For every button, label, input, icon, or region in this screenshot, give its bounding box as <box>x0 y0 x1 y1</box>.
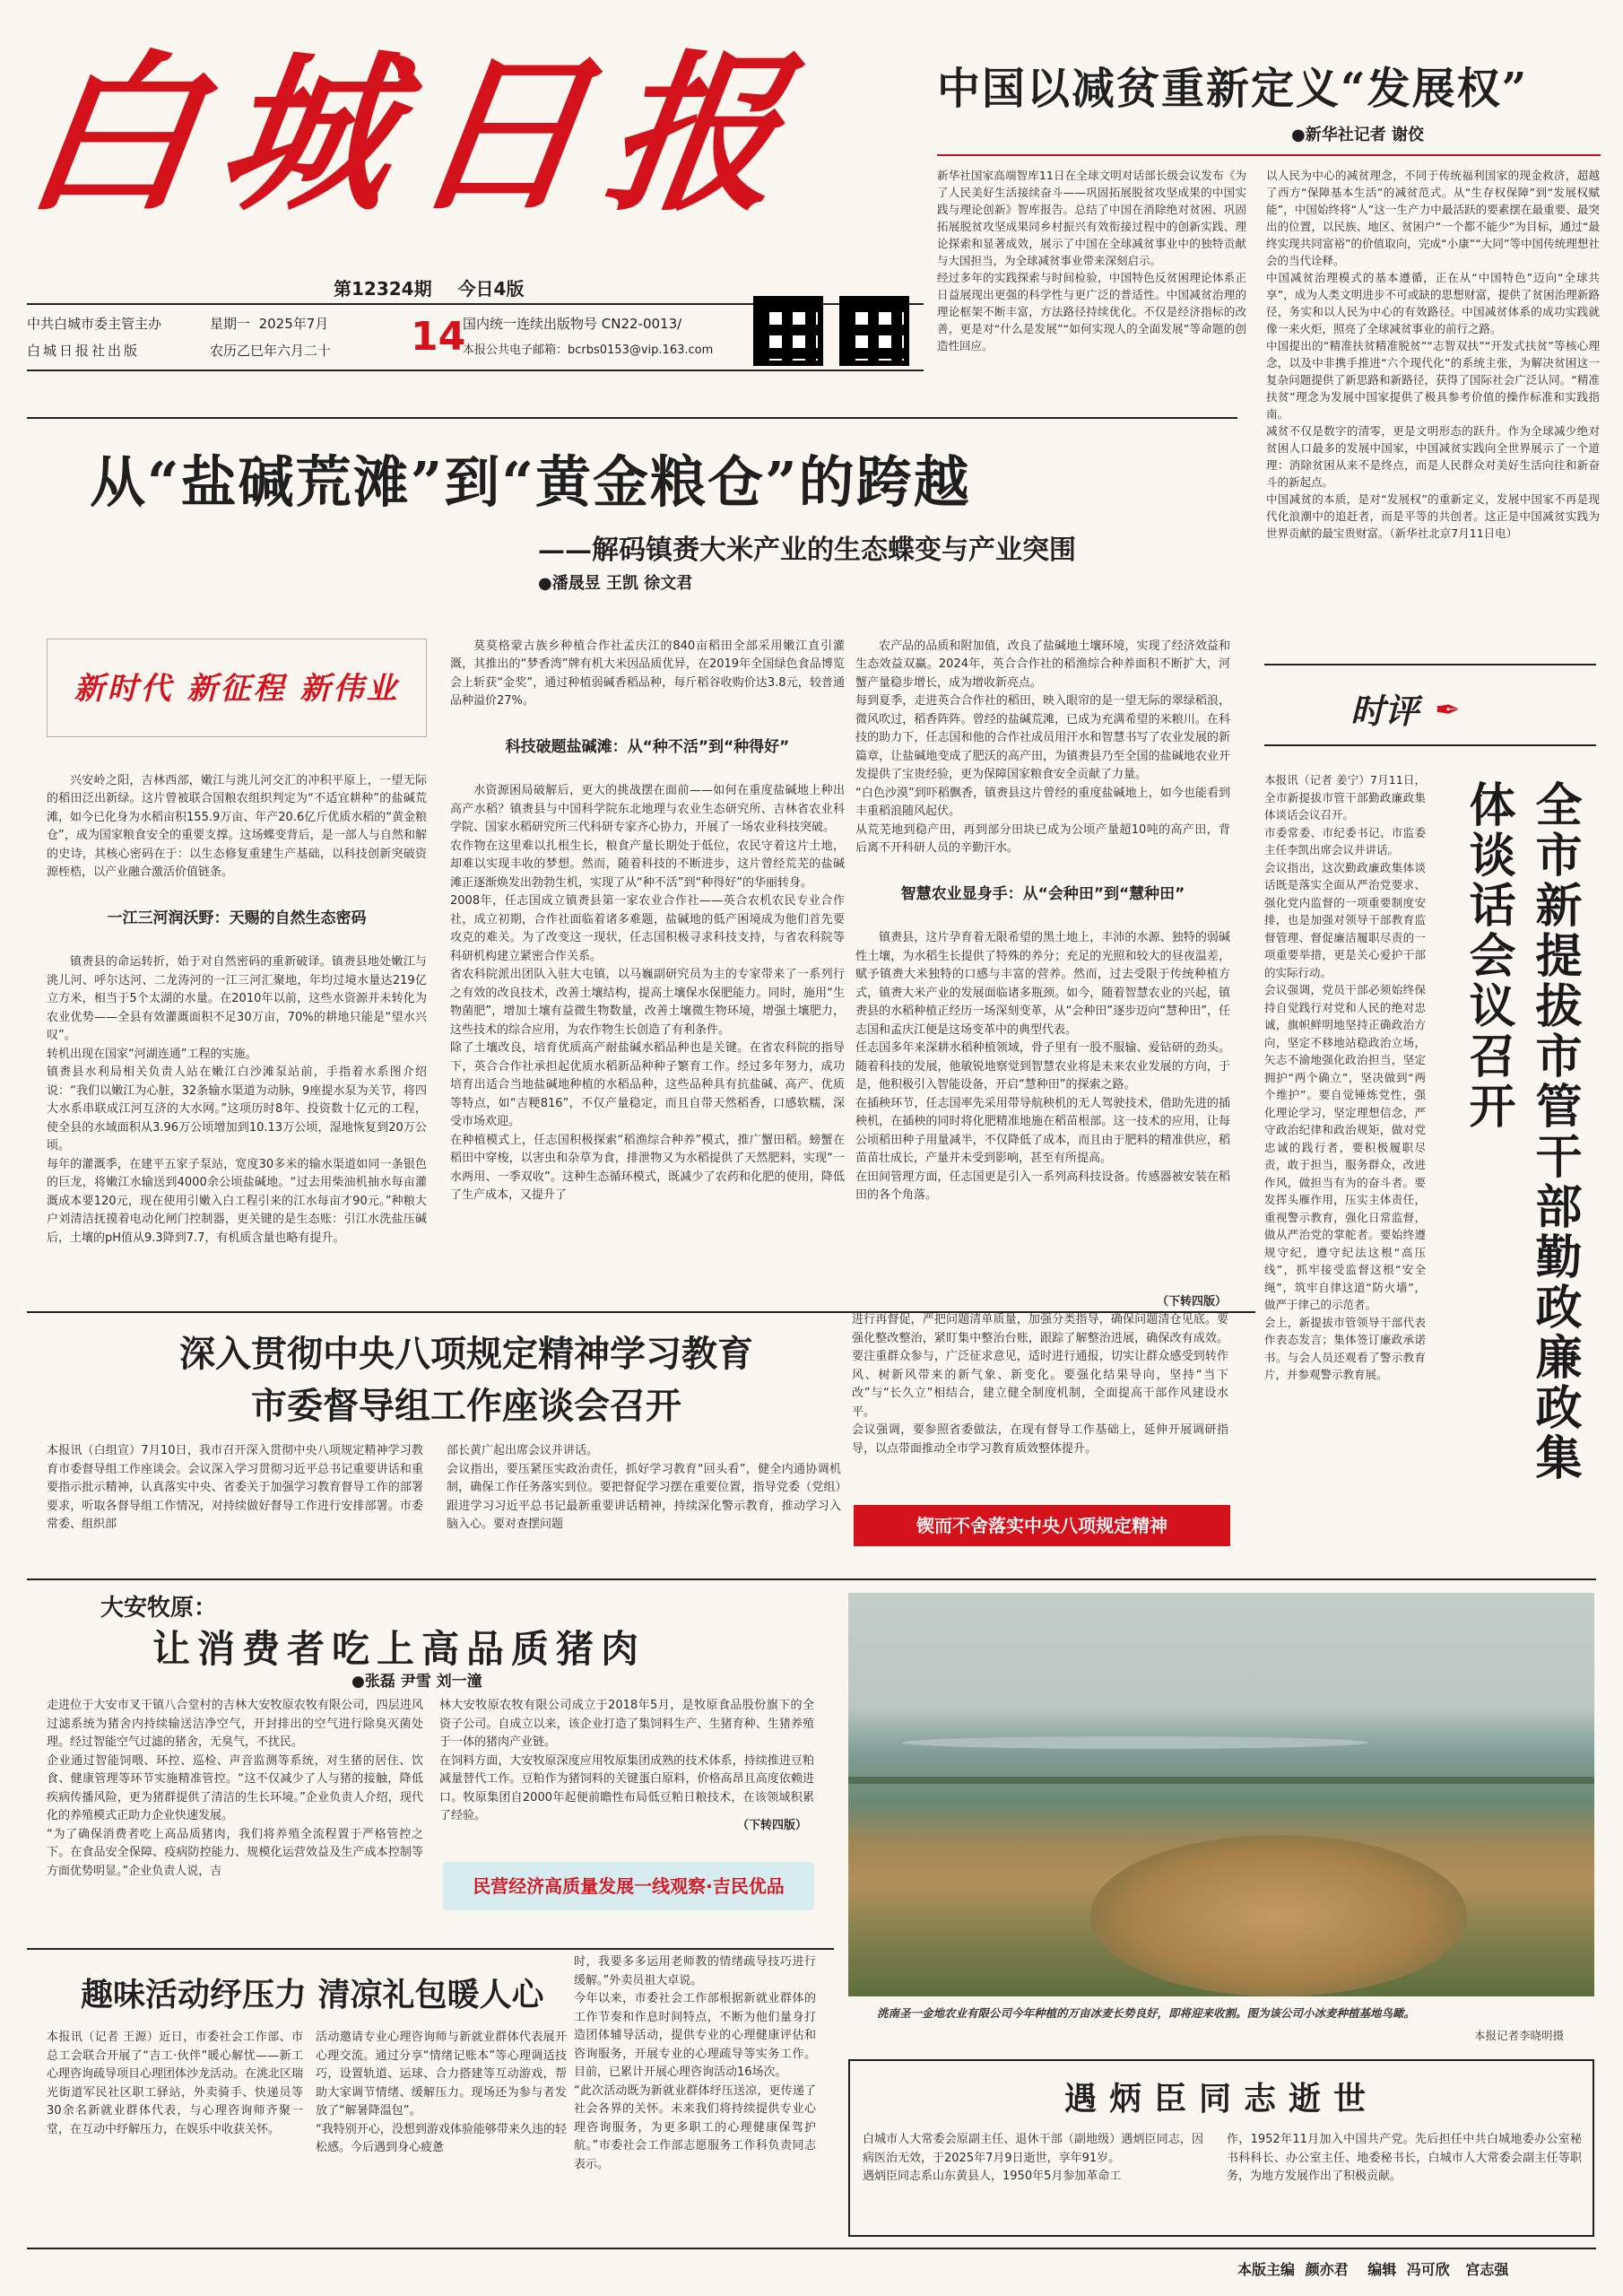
dudao-title-1[interactable]: 深入贯彻中央八项规定精神学习教育 <box>179 1333 753 1375</box>
dudao-tag: 锲而不舍落实中央八项规定精神 <box>854 1505 1230 1546</box>
issue-number <box>334 274 524 300</box>
shiping-label: 时评 <box>1350 691 1419 731</box>
section-rule <box>27 417 1237 419</box>
fun-title[interactable]: 趣味活动纾压力 清凉礼包暖人心 <box>81 1976 544 2013</box>
pages-label: 今日4版 <box>457 278 525 300</box>
pork-continued: （下转四版） <box>737 1819 808 1832</box>
pork-col2: 林大安牧原农牧有限公司成立于2018年5月，是牧原食品股份旗下的全资子公司。自成立以来，该企业打造了集饲料生产、生猪育种、生猪养殖于一体的猪肉产业链。 在饲料方面，大安牧原深度应用牧原集团成熟的技术体系，持续推进豆粕减量替代工作。豆粕作为猪饲料的关键蛋白原料，价格高昂且高度依赖进口。牧原集团自2000年起便前瞻性布局低豆粕日粮技术，在该领域积累了经验。 <box>439 1699 814 1822</box>
lead-col2: 莫莫格蒙古族乡种植合作社孟庆江的840亩稻田全部采用嫩江直引灌溉，其推出的“梦香湾”牌有机大米因品质优异，在2019年全国绿色食品博览会上斩获“金奖”，通过种植弱碱香稻品种，每斤稻谷收购价达3.8元，较普通品种溢价27%。 科技破题盐碱滩：从“种不活”到“种得好” 水资源困局破解后，更大的挑战摆在面前——如何在重度盐碱地上种出高产水稻？镇赉县与中国科学院东北地理与农业生态研究所、吉林省农业科学院、国家水稻研究所三代科研专家齐心协力，开展了一场农业科技突破。 农作物在这里难以扎根生长，粮食产量长期处于低位，农民守着这片土地，却难以实现丰收的梦想。然而，随着科技的不断进步，这片曾经荒芜的盐碱滩正逐渐焕发出勃勃生机，实现了从“种不活”到“种得好”的华丽转身。 2008年，任志国成立镇赉县第一家农业合作社——英合农机农民专业合作社，成立初期，合作社面临着诸多难题，盐碱地的低产困境成为他们首先要攻克的难关。为了改变这一现状，任志国积极寻求科技支持，与省农科院等科研机构建立紧密合作关系。 省农科院派出团队入驻大屯镇，以马巍副研究员为主的专家带来了一系列行之有效的改良技术，改善土壤结构，提高土壤保水保肥能力。同时，施用“生物菌肥”，增加土壤有益微生物数量，改善土壤微生物环境，增强土壤肥力，这些技术的综合应用，为农作物生长创造了有利条件。 除了土壤改良，培育优质高产耐盐碱水稻品种也是关键。在省农科院的指导下，英合合作社承担起优质水稻新品种种子繁育工作。经过多年努力，成功培育出适合当地盐碱地种植的水稻品种，这些品种具有抗盐碱、高产、优质等特点，如“吉粳816”，不仅产量稳定，而且自带天然稻香，口感软糯，深受市场欢迎。 在种植模式上，任志国积极探索“稻渔综合种养”模式，推广蟹田稻。螃蟹在稻田中穿梭，以害虫和杂草为食，排泄物又为水稻提供了天然肥料，实现“一水两用、一季双收”。这种生态循环模式，既减少了农药和化肥的使用，降低了生产成本，又提升了 <box>450 639 845 1202</box>
fun-col3: 时，我要多多运用老师教的情绪疏导技巧进行缓解。”外卖员祖大卓说。 今年以来，市委社会工作部根据新就业群体的工作节奏和作息时间特点，不断为他们量身打造团体辅导活动，提供专业的心理健康评估和咨询服务，开展专业的心理疏导等实务工作。目前，已累计开展心理咨询活动16场次。 “此次活动既为新就业群体纾压送凉，更传递了社会各界的关怀。未来我们将持续提供专业心理咨询服务，为更多职工的心理健康保驾护航。”市委社会工作部志愿服务工作科负责同志表示。 <box>574 1955 816 2171</box>
issue-label: 第12324期 <box>334 278 432 300</box>
top-story-title[interactable]: 中国以减贫重新定义“发展权” <box>937 64 1529 114</box>
lead-story-title[interactable]: 从“盐碱荒滩”到“黄金粮仓”的跨越 <box>90 449 971 515</box>
footer-credits: 本版主编 颜亦君 编辑 冯可欣 宫志强 <box>1237 2261 1509 2278</box>
section-rule-3 <box>27 1578 1596 1580</box>
publisher: 中共白城市委主管主办 白城日报社出版 <box>27 316 162 359</box>
shiping-body: 本报讯（记者 姜宁）7月11日，全市新提拔市管干部勤政廉政集体谈话会议召开。 市委常委、市纪委书记、市监委主任李凯出席会议并讲话。 会议指出，这次勤政廉政集体谈话既是落实全面从严治党要求、强化党内监督的一项重要制度安排，也是加强对领导干部教育监督管理、督促廉洁履职尽责的一项重要举措，更是关心爱护干部的实际行动。 会议强调，党员干部必须始终保持自觉践行对党和人民的绝对忠诚，旗帜鲜明地坚持正确政治方向，坚定不移地站稳政治立场，矢志不渝地强化政治担当，坚定拥护“两个确立”，坚决做到“两个维护”。要自觉锤炼党性，强化理论学习，坚定理想信念，严守政治纪律和政治规矩，做对党忠诚的践行者，要积极履职尽责，敢于担当，服务群众，改进作风，做担当有为的奋斗者。要发挥头雁作用，压实主体责任，重视警示教育，强化日常监督，做从严治党的掌舵者。要始终遵规守纪，遵守纪法这根“高压线”，抓牢接受监督这根“安全绳”，筑牢自律这道“防火墙”，做严于律己的示范者。 会上，新提拔市管领导干部代表作表态发言；集体签订廉政承诺书。与会人员还观看了警示教育片，并参观警示教育展。 <box>1264 773 1426 1381</box>
pork-col1: 走进位于大安市叉干镇八合堂村的吉林大安牧原农牧有限公司，四层进风过滤系统为猪舍内持续输送洁净空气，开封排出的空气进行除臭灭菌处理。经过智能空气过滤的猪舍，无臭气，不扰民。 企业通过智能饲喂、环控、巡检、声音监测等系统，对生猪的居住、饮食、健康管理等环节实施精准管控。“这不仅减少了人与猪的接触，降低疾病传播风险，更为猪群提供了清洁的生长环境。”企业负责人介绍，现代化的养殖模式正助力企业快速发展。 “为了确保消费者吃上高品质猪肉，我们将养殖全流程置于严格管控之下。在食品安全保障、疫病防控能力、规模化运营效益及生产成本控制等方面优势明显。”企业负责人说，吉 <box>47 1699 423 1878</box>
pork-title[interactable]: 让消费者吃上高品质猪肉 <box>152 1627 647 1671</box>
pork-kicker: 大安牧原： <box>100 1595 218 1622</box>
dudao-col3: 进行再督促，严把问题清单质量，加强分类指导，确保问题清仓见底。要强化整改整治，紧盯集中整治台账，跟踪了解整治进展，确保改有成效。要注重群众参与，广泛征求意见，适时进行通报，切实让群众感受到转作风、树新风带来的新气象、新变化。要强化结果导向，坚持“当下改”与“长久立”相结合，建立健全制度机制，全面提高干部作风建设水平。 会议强调，要参照省委做法，在现有督导工作基础上，延伸开展调研指导，以点带面推动全市学习教育质效整体提升。 <box>852 1313 1228 1456</box>
masthead-logo[interactable]: 白城日报 <box>13 34 818 234</box>
footer-rule <box>27 2248 1596 2249</box>
top-story-col1: 新华社国家高端智库11日在全球文明对话部长级会议发布《为了人民美好生活接续奋斗——巩固拓展脱贫攻坚成果的中国实践与理论创新》智库报告。总结了中国在消除绝对贫困、巩固拓展脱贫攻坚成果同乡村振兴有效衔接过程中的创新实践、理论探索和显著成效，展示了中国在全球减贫事业中的独特贡献与大国担当，为全球减贫事业带来深刻启示。 经过多年的实践探索与时间检验，中国特色反贫困理论体系正日益展现出更强的科学性与更广泛的普适性。中国减贫治理的理论框架不断丰富，方法路径持续优化。不仅是经济指标的改善，更是对“什么是发展”“如何实现人的全面发展”等命题的创造性回应。 <box>937 169 1246 352</box>
day-number: 14 <box>411 314 466 360</box>
obituary-title[interactable]: 遇炳臣同志逝世 <box>1063 2080 1378 2118</box>
pork-tag: 民营经济高质量发展一线观察·吉民优品 <box>443 1862 814 1910</box>
dudao-col2: 部长黄广起出席会议并讲话。 会议指出，要压紧压实政治责任，抓好学习教育“回头看”，健全内通协调机制，确保工作任务落实到位。要把督促学习摆在重要位置，指导党委（党组）跟进学习习近平总书记最新重要讲话精神，持续深化警示教育，推动学习入脑入心。要对查摆问题 <box>447 1444 841 1531</box>
circular-field <box>1090 1835 1467 1996</box>
obituary-col1: 白城市人大常委会原副主任、退休干部（副地级）遇炳臣同志，因病医治无效，于2025年7月9日逝世，享年91岁。 遇炳臣同志系山东黄县人，1950年5月参加革命工 <box>863 2133 1203 2183</box>
fun-col1: 本报讯（记者 王源）近日，市委社会工作部、市总工会联合开展了“吉工·伙伴”暖心解忧——新工心理咨询疏导项目心理团体沙龙活动。在洮北区瑞光街道军民社区职工驿站，外卖骑手、快递员等30余名新就业群体代表，与心理咨询师齐聚一堂，在互动中纾解压力，在娱乐中收获关怀。 <box>47 2031 303 2136</box>
dudao-col1: 本报讯（白组宣）7月10日，我市召开深入贯彻中央八项规定精神学习教育市委督导组工作座谈会。会议深入学习贯彻习近平总书记重要讲话和重要指示批示精神，认真落实中央、省委关于加强学习教育督导工作的部署要求，听取各督导组工作情况，对持续做好督导工作进行安排部署。市委常委、组织部 <box>47 1444 423 1531</box>
top-story-rule <box>937 154 1601 156</box>
wheat-field-photo[interactable] <box>848 1593 1594 1996</box>
masthead-rule-2 <box>27 370 924 371</box>
date-block: 星期一 2025年7月 农历乙巳年六月二十 <box>210 316 332 359</box>
lead-col1: 兴安岭之阳，吉林西部，嫩江与洮儿河交汇的冲积平原上，一望无际的稻田泛出新绿。这片曾被联合国粮农组织判定为“不适宜耕种”的盐碱荒滩，如今已化身为水稻亩积155.9万亩、年产20.6亿斤优质水稻的“黄金粮仓”，成为国家粮食安全的重要支撑。这场蝶变背后，是一部人与自然和解的史诗，其核心密码在于：以生态修复重建生产基础，以科技创新突破资源桎梏，以产业融合激活价值链条。 一江三河润沃野：天赐的自然生态密码 镇赉县的命运转折，始于对自然密码的重新破译。镇赉县地处嫩江与洮儿河、呼尔达河、二龙涛河的一江三河汇聚地，年均过境水量达219亿立方米，相当于5个太湖的水量。在2010年以前，这些水资源并未转化为农业优势——全县有效灌溉面积不足30万亩，70%的耕地只能是“望水兴叹”。 转机出现在国家“河湖连通”工程的实施。 镇赉县水利局相关负责人站在嫩江白沙滩泵站前，手指着水系图介绍说：“我们以嫩江为心脏，32条输水渠道为动脉，9座提水泵为关节，将四大水系串联成江河互济的大水网。”这项历时8年、投资数十亿元的工程，使全县的水域面积从3.96万公顷增加到10.13万公顷，湿地恢复到20万公顷。 每年的灌溉季，在建平五家子泵站，宽度30多米的输水渠道如同一条银色的巨龙，将嫩江水输送到4000余公顷盐碱地。“过去用柴油机抽水每亩灌溉成本要120元，现在使用引嫩入白工程引来的江水每亩才90元。”种粮大户刘清洁抚摸着电动化闸门控制器，更关键的是生态账：引江水洗盐压碱后，土壤的pH值从9.3降到7.7，有机质含量也略有提升。 <box>47 773 427 1245</box>
photo-caption: 洮南圣一金地农业有限公司今年种植的万亩冰麦长势良好，即将迎来收割。图为该公司小冰麦种植基地鸟瞰。 <box>877 2006 1416 2020</box>
top-story-byline: ●新华社记者 谢佼 <box>1291 126 1424 144</box>
lead-continued: （下转四版） <box>1157 1295 1228 1309</box>
pork-byline: ●张磊 尹雪 刘一潼 <box>352 1673 482 1691</box>
pen-icon: ✒ <box>1435 692 1461 728</box>
obituary-box <box>848 2059 1594 2237</box>
section-rule-4 <box>27 1948 834 1950</box>
top-story-col2: 以人民为中心的减贫理念，不同于传统福利国家的现金救济，超越了西方“保障基本生活”的减贫范式。从“生存权保障”到“发展权赋能”，中国始终将“人”这一生产力中最活跃的要素摆在最重要、最突出的位置，以民族、地区、贫困户“一个都不能少”为目标，通过“最终实现共同富裕”的价值取向，完成“小康”“大同”等中国传统理想社会的当代诠释。 中国减贫治理模式的基本遵循，正在从“中国特色”迈向“全球共享”，成为人类文明进步不可或缺的思想财富，提供了贫困治理新路径，务实和以人民为中心的有效路径。中国减贫体系的成功实践就像一来火炬，照亮了全球减贫事业的前行之路。 中国提出的“精准扶贫精准脱贫”“志智双扶”“开发式扶贫”等核心理念，以及中非携手推进“六个现代化”的系统主张，为解决贫困这一复杂问题提供了新思路和新路径，获得了国际社会广泛认同。“精准扶贫”理念为发展中国家提供了极具参考价值的操作标准和实践指南。 减贫不仅是数字的清零，更是文明形态的跃升。作为全球减少绝对贫困人口最多的发展中国家，中国减贫实践向全世界展示了一个道理：消除贫困从来不是终点，而是人民群众对美好生活向往和新奋斗的新起点。 中国减贫的本质，是对“发展权”的重新定义，发展中国家不再是现代化浪潮中的追赶者，而是平等的共创者。这正是中国减贫实践为世界贡献的最宝贵财富。（新华社北京7月11日电） <box>1266 169 1600 540</box>
qr-code-2[interactable] <box>839 296 909 366</box>
lead-col3: 农产品的品质和附加值，改良了盐碱地土壤环境，实现了经济效益和生态效益双赢。2024年，英合合作社的稻渔综合种养面积不断扩大，河蟹产量稳步增长，成为增收新亮点。 每到夏季，走进英合合作社的稻田，映入眼帘的是一望无际的翠绿稻浪，微风吹过，稻香阵阵。曾经的盐碱荒滩，已成为充满希望的米粮川。在科技的助力下，任志国和他的合作社成员用汗水和智慧书写了农业发展的新篇章，让盐碱地变成了肥沃的高产田，为镇赉县乃至全国的盐碱地农业开发提供了宝贵经验，更为保障国家粮食安全贡献了力量。 “白色沙漠”到吓稻飘香，镇赉县这片曾经的重度盐碱地上，如今也能看到丰重稻浪随风起伏。 从荒芜地到稳产田，再到部分田块已成为公顷产量超10吨的高产田，背后离不开科研人员的辛勤汗水。 智慧农业显身手：从“会种田”到“慧种田” 镇赉县，这片孕育着无限希望的黑土地上，丰沛的水源、独特的弱碱性土壤，为水稻生长提供了特殊的养分；充足的光照和较大的昼夜温差，赋予镇赉大米独特的口感与丰富的营养。然而，过去受限于传统种植方式，镇赉大米产业的发展面临诸多瓶颈。如今，随着智慧农业的兴起，镇赉县的水稻种植正经历一场深刻变革，从“会种田”逐步迈向“慧种田”，任志国和孟庆江便是这场变革中的典型代表。 任志国多年来深耕水稻种植领域，骨子里有一股不服输、爱钻研的劲头。随着科技的发展，他敏锐地察觉到智慧农业将是未来农业发展的方向，于是，他积极引入智能设备，开启“慧种田”的探索之路。 在插秧环节，任志国率先采用带导航秧机的无人驾驶技术，借助先进的插秧机，在插秧的同时将化肥精准地施在稻苗根部。这一技术的应用，让每公顷稻田种子用量减半，不仅降低了成本，而且由于肥料的精准供应，稻苗苗壮成长，产量并未受到影响，甚至有所提高。 在田间管理方面，任志国更是引入一系列高科技设备。传感器被安装在稻田的各个角落。 <box>855 639 1230 1202</box>
qr-code-1[interactable] <box>753 296 823 366</box>
dudao-title-2[interactable]: 市委督导组工作座谈会召开 <box>251 1385 681 1427</box>
obituary-col2: 作，1952年11月加入中国共产党。先后担任中共白城地委办公室秘书科科长、办公室主任、地委秘书长，白城市人大常委会副主任等职务，为地方发展作出了积极贡献。 <box>1227 2133 1582 2183</box>
lake-strip <box>902 1736 1368 1749</box>
lead-story-subtitle: ——解码镇赉大米产业的生态蝶变与产业突围 <box>538 535 1076 566</box>
shiping-title[interactable]: 全市新提拔市管干部勤政廉政集体谈话会议召开 <box>1461 780 1582 1483</box>
tree-line <box>848 1777 1594 1784</box>
photo-credit: 本报记者李晓明摄 <box>1474 2029 1565 2042</box>
fun-col2: 活动邀请专业心理咨询师与新就业群体代表展开心理交流。通过分享“情绪记账本”等心理调适技巧，设置轨道、运球、合力搭建等互动游戏，帮助大家调节情绪、缓解压力。现场还为参与者发放了“解暑降温包”。 “我特别开心，没想到游戏体验能够带来久违的轻松感。今后遇到身心疲惫 <box>316 2031 567 2154</box>
lead-story-byline: ●潘晟昱 王凯 徐文君 <box>538 574 693 593</box>
tag-new-era: 新时代 新征程 新伟业 <box>47 639 427 737</box>
cn-info: 国内统一连续出版物号 CN22-0013/ 本报公共电子邮箱：bcrbs0153@vip.163.com <box>463 316 714 357</box>
shiping-banner <box>1264 664 1596 746</box>
